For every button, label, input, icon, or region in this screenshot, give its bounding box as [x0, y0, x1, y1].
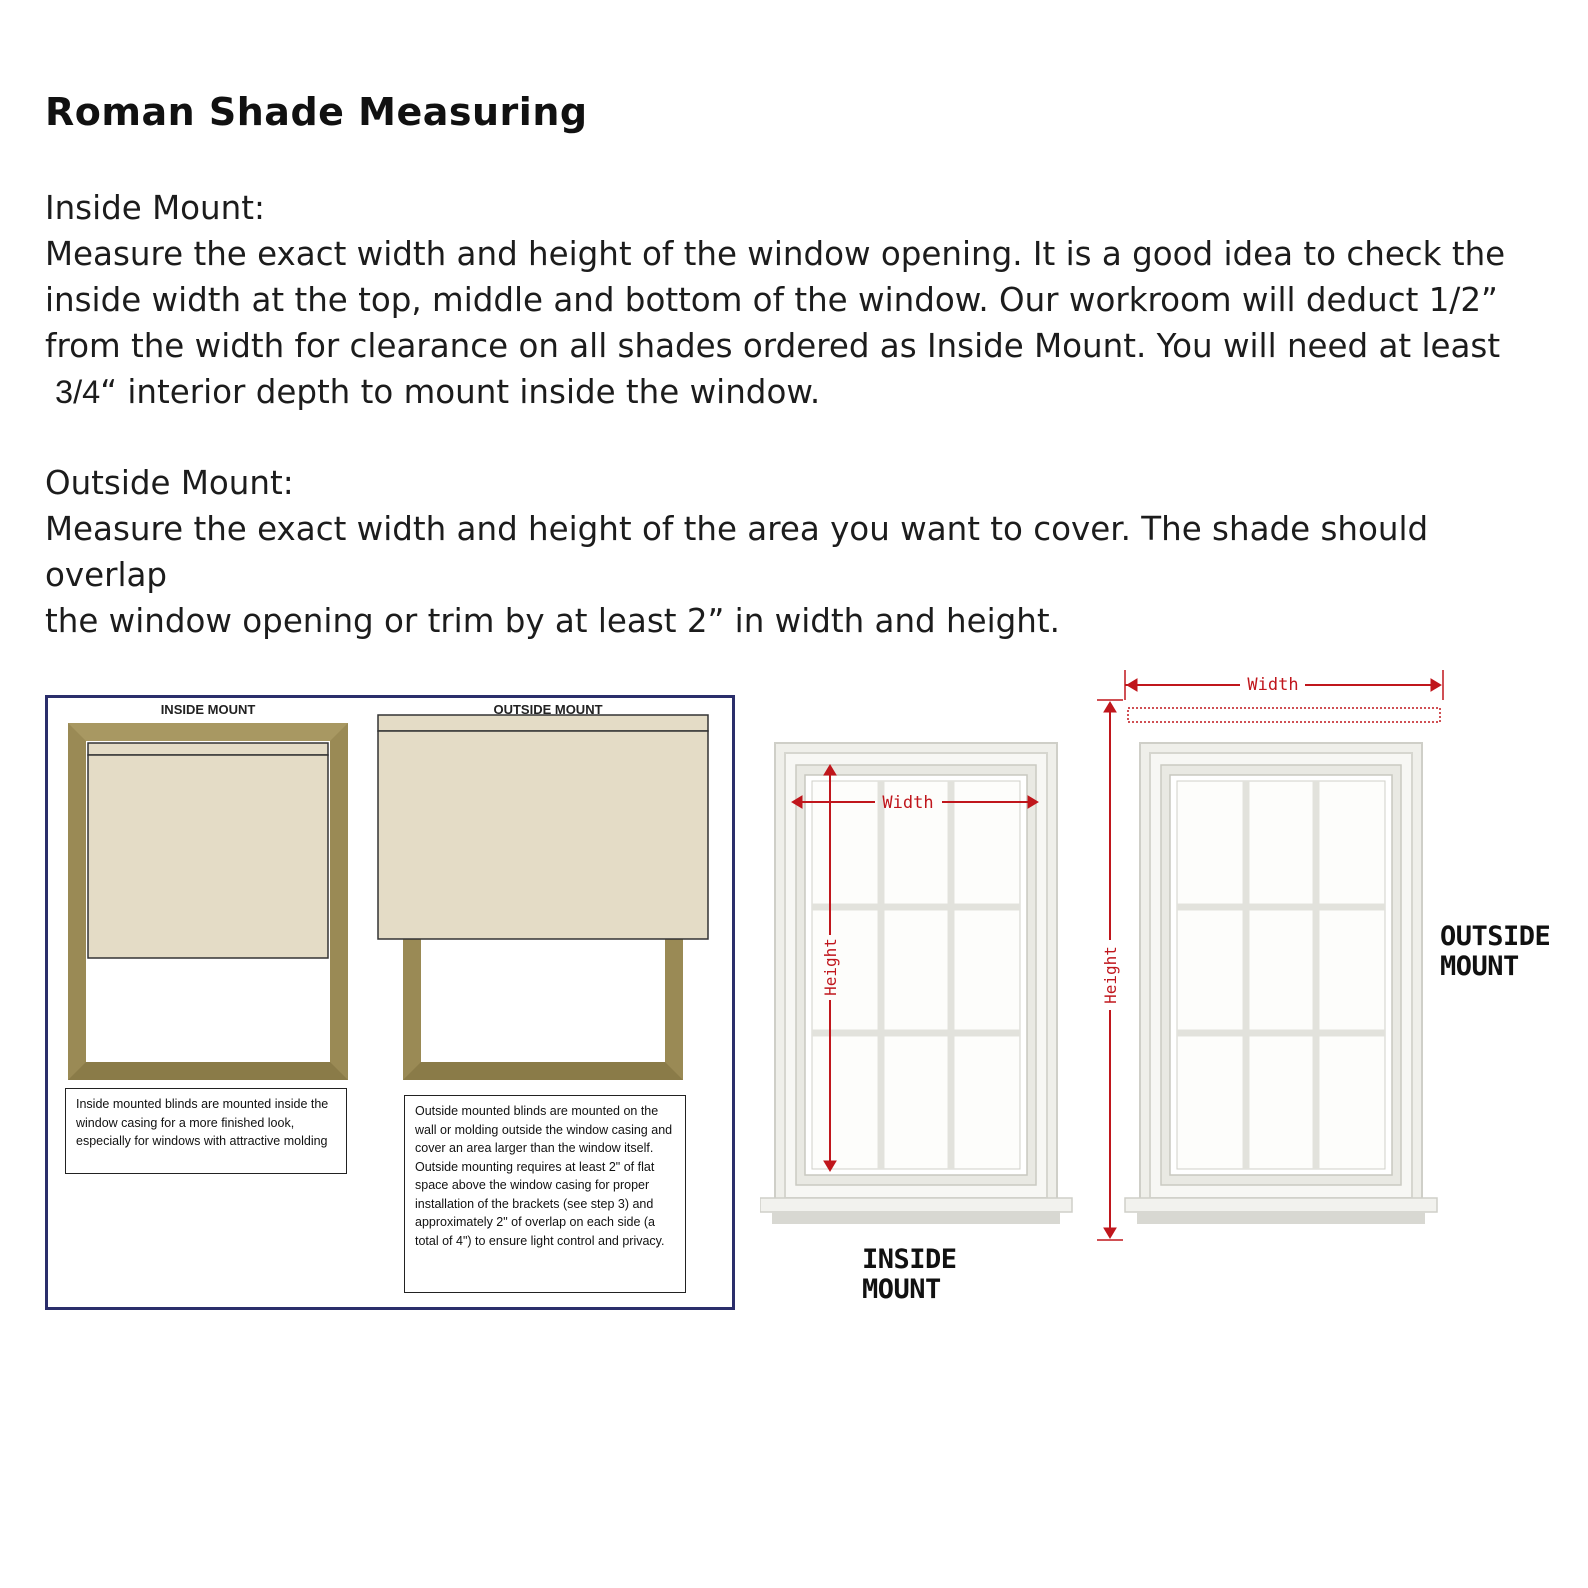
inside-mount-line-4	[45, 369, 1555, 415]
inside-width-label: Width	[882, 793, 934, 813]
outside-shade	[378, 715, 708, 939]
inside-description-box: Inside mounted blinds are mounted inside the window casing for a more finished look, especially for windows with attractive molding	[65, 1088, 347, 1174]
outside-width-label: Width	[1247, 675, 1299, 695]
outside-mount-line-1: Measure the exact width and height of the area you want to cover. The shade should overlap	[45, 510, 1429, 594]
outside-caption-line-2: MOUNT	[1440, 951, 1519, 982]
inside-mount-caption	[862, 1245, 957, 1305]
depth-fraction: 3/4	[55, 374, 101, 410]
inside-window-sash	[812, 781, 1020, 1169]
outside-mount-caption	[1440, 922, 1550, 982]
panel-outside-label: OUTSIDE MOUNT	[493, 702, 603, 717]
page-title: Roman Shade Measuring	[45, 90, 588, 134]
outside-window-frame	[403, 928, 683, 1080]
outside-caption-line-1: OUTSIDE	[1440, 921, 1551, 952]
inside-mount-heading: Inside Mount:	[45, 189, 265, 227]
depth-rest: “ interior depth to mount inside the window.	[100, 373, 821, 411]
outside-mount-window-diagram	[1095, 670, 1455, 1270]
outside-mount-section	[45, 460, 1555, 644]
inside-height-label: Height	[821, 938, 840, 996]
inside-mount-line-3: from the width for clearance on all shades ordered as Inside Mount. You will need at least	[45, 327, 1501, 365]
outside-height-label: Height	[1101, 946, 1120, 1004]
outside-headrail-outline	[1128, 708, 1440, 722]
outside-window-sill	[1125, 1198, 1437, 1224]
inside-mount-line-1: Measure the exact width and height of the window opening. It is a good idea to check the	[45, 235, 1506, 273]
inside-mount-section	[45, 185, 1555, 415]
mount-comparison-panel	[45, 695, 735, 1310]
outside-mount-line-2: the window opening or trim by at least 2” in width and height.	[45, 602, 1060, 640]
panel-inside-label: INSIDE MOUNT	[160, 702, 256, 717]
inside-caption-line-1: INSIDE	[862, 1244, 957, 1275]
outside-mount-heading: Outside Mount:	[45, 464, 294, 502]
inside-shade	[88, 743, 328, 958]
inside-mount-window-diagram	[760, 735, 1090, 1245]
outside-window-sash	[1177, 781, 1385, 1169]
inside-window-sill	[760, 1198, 1072, 1224]
inside-mount-line-2: inside width at the top, middle and bottom of the window. Our workroom will deduct 1/2”	[45, 281, 1498, 319]
outside-description-box: Outside mounted blinds are mounted on the wall or molding outside the window casing and cover an area larger than the window itself. Outside mounting requires at least 2" of flat space above the window casing for proper installation of the brackets (see step 3) and approximately 2" of overlap on each side (a total of 4") to ensure light control and privacy.	[404, 1095, 686, 1293]
inside-caption-line-2: MOUNT	[862, 1274, 941, 1305]
